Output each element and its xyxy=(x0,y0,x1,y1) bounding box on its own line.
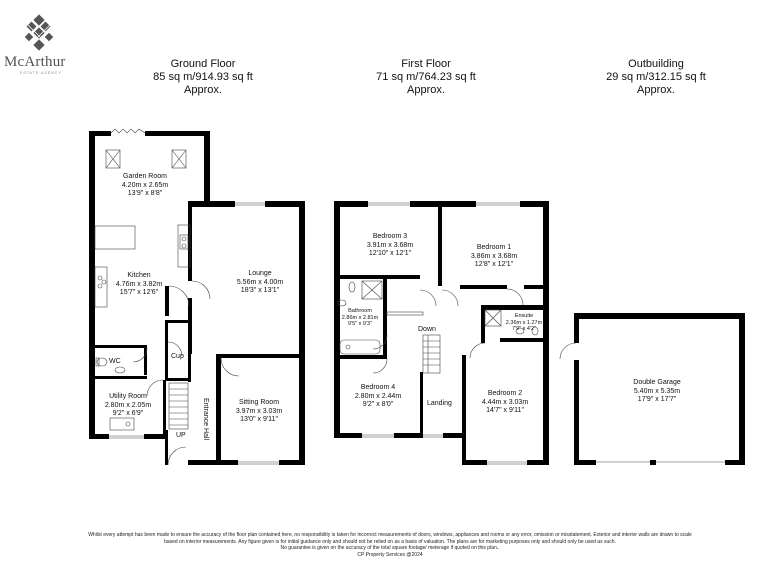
floor-area: 29 sq m/312.15 sq ft xyxy=(606,71,706,83)
room-name: Bathroom xyxy=(348,308,372,314)
room-metric: 5.56m x 4.00m xyxy=(236,278,284,286)
room-imperial: 9'2" x 6'9" xyxy=(112,410,144,417)
logo-tagline: ESTATE AGENCY xyxy=(20,71,62,75)
room-kitchen xyxy=(116,272,162,298)
room-name: Ensuite xyxy=(514,313,534,319)
room-bedroom-4 xyxy=(355,384,401,410)
disclaimer-line: based on interior measurements. Any figure given is for initial guidance only and should not be relied on as a basis of valuation. The plans are for marketing purposes only and should only be used as such. xyxy=(164,538,616,545)
room-imperial: 9'5" x 9'3" xyxy=(347,321,373,327)
room-imperial: 7'9" x 4'2" xyxy=(511,326,537,332)
room-bedroom-3 xyxy=(367,233,413,259)
room-metric: 4.20m x 2.65m xyxy=(121,181,169,189)
logo-name: McArthur xyxy=(4,54,66,70)
room-name: Bedroom 2 xyxy=(487,390,523,397)
room-imperial: 15'7" x 12'6" xyxy=(119,289,159,296)
room-landing: Landing xyxy=(427,400,452,407)
room-utility xyxy=(105,393,151,419)
room-metric: 4.76m x 3.82m xyxy=(115,280,163,288)
room-metric: 4.44m x 3.03m xyxy=(481,398,529,406)
room-metric: 3.97m x 3.03m xyxy=(235,407,283,415)
room-imperial: 14'7" x 9'11" xyxy=(486,407,524,414)
disclaimer-line: No guarantee is given on the accuracy of the total square footage/ meterage if quoted on this plan.. xyxy=(280,545,500,551)
room-garden-room xyxy=(122,173,168,199)
room-name: Kitchen xyxy=(127,272,151,279)
room-double-garage xyxy=(633,379,680,405)
room-metric: 3.91m x 3.68m xyxy=(366,241,414,249)
room-name: Bedroom 3 xyxy=(372,233,408,240)
room-name: Double Garage xyxy=(633,379,681,386)
floor-note: Approx. xyxy=(637,84,675,96)
room-metric: 2.80m x 2.44m xyxy=(354,392,402,400)
room-metric: 3.86m x 3.68m xyxy=(470,252,518,260)
room-lounge xyxy=(237,270,283,296)
stairs-up-label: UP xyxy=(176,432,186,439)
room-cup: Cup xyxy=(171,353,184,360)
disclaimer-line: Whilst every attempt has been made to ensure the accuracy of the floor plan contained here, no responsibility is taken for incorrect measurements of doors, windows, appliances and rooms or any error, omission or misstatement. Exterior and interior walls are drawn to scale xyxy=(88,532,692,538)
room-bedroom-1 xyxy=(471,244,517,270)
disclaimer xyxy=(40,532,740,558)
room-name: Bedroom 4 xyxy=(360,384,396,391)
floor-note: Approx. xyxy=(184,84,222,96)
floor-note: Approx. xyxy=(407,84,445,96)
room-metric: 2.86m x 2.81m xyxy=(341,314,379,321)
room-metric: 5.40m x 5.35m xyxy=(633,387,681,395)
floor-area: 71 sq m/764.23 sq ft xyxy=(376,71,476,83)
room-ensuite xyxy=(506,313,542,333)
room-metric: 2.36m x 1.27m xyxy=(505,319,543,326)
room-entrance-hall: Entrance Hall xyxy=(202,398,209,441)
room-sitting xyxy=(236,399,282,425)
floor-title: First Floor xyxy=(401,58,451,70)
room-bedroom-2 xyxy=(482,390,528,416)
room-imperial: 18'3" x 13'1" xyxy=(240,287,280,294)
floor-area: 85 sq m/914.93 sq ft xyxy=(153,71,253,83)
room-name: Bedroom 1 xyxy=(476,244,512,251)
floor-title: Outbuilding xyxy=(628,58,684,70)
room-name: Garden Room xyxy=(123,173,167,180)
floor-title: Ground Floor xyxy=(170,58,236,70)
room-name: Sitting Room xyxy=(238,399,280,406)
room-bathroom xyxy=(342,308,378,328)
room-imperial: 17'9" x 17'7" xyxy=(637,396,677,403)
room-name: Lounge xyxy=(248,270,272,277)
room-metric: 2.80m x 2.05m xyxy=(104,401,152,409)
room-wc: WC xyxy=(109,358,121,365)
room-name: Utility Room xyxy=(109,393,147,400)
room-imperial: 12'8" x 12'1" xyxy=(474,261,514,268)
stairs-down-label: Down xyxy=(418,326,436,333)
copyright: CP Property Services @2024 xyxy=(357,551,423,558)
room-imperial: 13'9" x 8'8" xyxy=(127,190,163,197)
room-imperial: 12'10" x 12'1" xyxy=(368,250,412,257)
room-imperial: 13'0" x 9'11" xyxy=(240,416,278,423)
room-imperial: 9'2" x 8'0" xyxy=(362,401,394,408)
